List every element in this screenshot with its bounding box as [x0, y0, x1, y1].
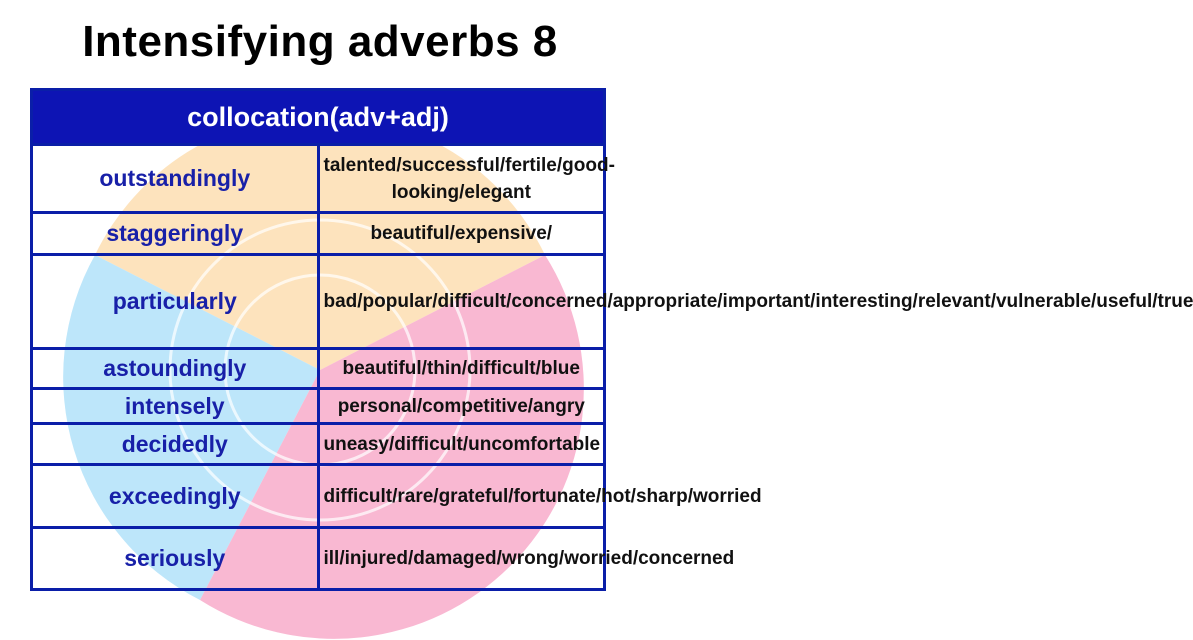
collocates-cell: bad/popular/difficult/concerned/appropriate/important/interesting/relevant/vulnerable/useful/true: [318, 255, 605, 349]
table-header-row: [32, 90, 605, 145]
table-row: [32, 349, 605, 389]
collocation-table: [30, 88, 1193, 591]
adverb-cell: outstandingly: [32, 145, 319, 213]
table-row: [32, 255, 605, 349]
adverb-cell: seriously: [32, 528, 319, 590]
table-row: [32, 465, 605, 528]
table-header: collocation(adv+adj): [32, 90, 605, 145]
collocates-cell: beautiful/expensive/: [318, 213, 605, 255]
page-title: Intensifying adverbs 8: [82, 17, 558, 66]
collocates-cell: difficult/rare/grateful/fortunate/hot/sharp/worried: [318, 465, 605, 528]
adverb-cell: particularly: [32, 255, 319, 349]
table-row: [32, 145, 605, 213]
collocates-cell: personal/competitive/angry: [318, 389, 605, 424]
table-row: [32, 528, 605, 590]
collocates-cell: uneasy/difficult/uncomfortable: [318, 424, 605, 465]
adverb-cell: exceedingly: [32, 465, 319, 528]
table-row: [32, 424, 605, 465]
adverb-cell: intensely: [32, 389, 319, 424]
adverb-cell: decidedly: [32, 424, 319, 465]
collocates-cell: ill/injured/damaged/wrong/worried/concerned: [318, 528, 605, 590]
adverb-cell: staggeringly: [32, 213, 319, 255]
adverb-cell: astoundingly: [32, 349, 319, 389]
collocates-cell: talented/successful/fertile/good-looking/elegant: [318, 145, 605, 213]
table-row: [32, 389, 605, 424]
table-row: [32, 213, 605, 255]
collocates-cell: beautiful/thin/difficult/blue: [318, 349, 605, 389]
